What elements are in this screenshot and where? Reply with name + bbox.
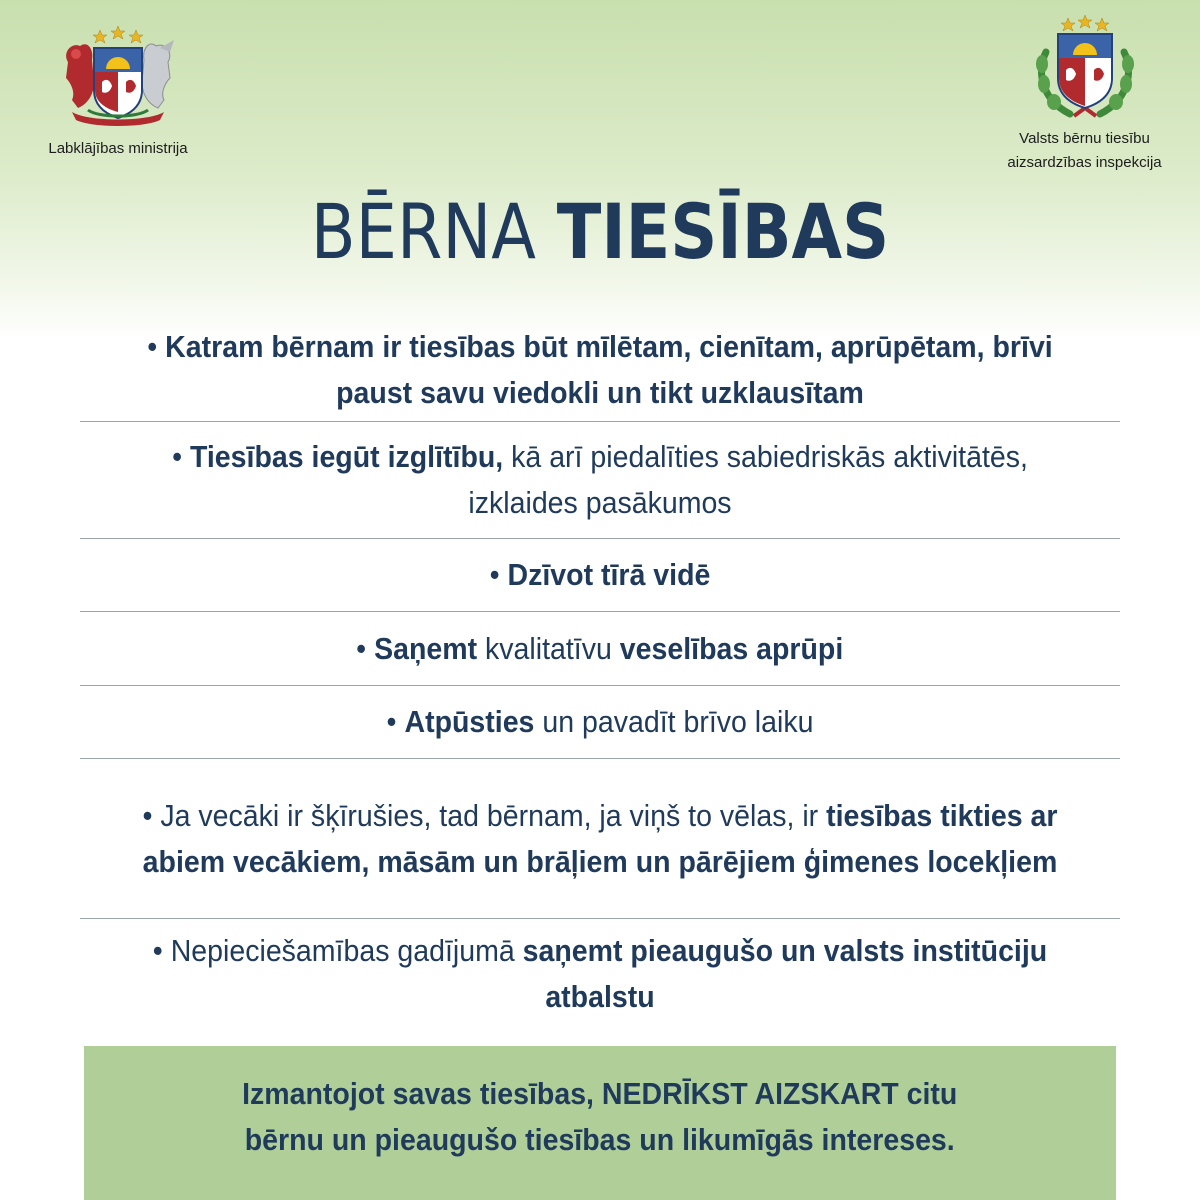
notice-line2: bērnu un pieaugušo tiesības un likumīgās intereses. bbox=[244, 1122, 956, 1157]
right-segment: • bbox=[386, 704, 405, 739]
small-coat-of-arms-icon bbox=[1030, 12, 1140, 124]
inspection-name-line1: Valsts bērnu tiesību bbox=[1019, 130, 1150, 147]
title-light: BĒRNA bbox=[310, 187, 536, 276]
right-segment: Katram bērnam ir tiesības būt mīlētam, cienītam, aprūpētam, brīvi paust savu viedokli un tikt uzklausītam bbox=[165, 328, 1053, 410]
right-segment: • Ja vecāki ir šķīrušies, tad bērnam, ja viņš to vēlas, ir bbox=[142, 797, 827, 833]
inspection-logo bbox=[997, 12, 1172, 172]
right-segment: tiesības tikties ar abiem vecākiem, māsām un brāļiem un pārējiem ģimenes locekļiem bbox=[142, 797, 1058, 879]
right-segment: veselības aprūpi bbox=[620, 630, 844, 666]
right-item-love bbox=[80, 318, 1120, 422]
inspection-name-line2: aizsardzības inspekcija bbox=[1007, 154, 1162, 171]
page-title bbox=[84, 186, 1116, 278]
coat-of-arms-icon bbox=[48, 22, 188, 132]
right-item-support bbox=[80, 919, 1120, 1029]
right-segment: kvalitatīvu bbox=[477, 630, 621, 666]
right-segment: • bbox=[356, 630, 375, 666]
right-segment: Tiesības iegūt izglītību, bbox=[189, 439, 504, 474]
ministry-logo bbox=[28, 22, 208, 158]
right-item-rest bbox=[80, 686, 1120, 759]
right-segment: Atpūsties bbox=[404, 704, 535, 739]
ministry-name: Labklājības ministrija bbox=[48, 140, 188, 157]
notice-box bbox=[84, 1046, 1116, 1200]
right-item-education bbox=[80, 422, 1120, 539]
right-segment: • bbox=[147, 328, 166, 364]
right-segment: Saņemt bbox=[374, 630, 478, 666]
right-segment: saņemt pieaugušo un valsts institūciju atbalstu bbox=[522, 933, 1048, 1014]
right-segment: un pavadīt brīvo laiku bbox=[534, 704, 814, 739]
right-item-healthcare bbox=[80, 612, 1120, 686]
right-segment: • bbox=[172, 439, 190, 474]
right-segment: • bbox=[489, 557, 508, 592]
rights-list bbox=[80, 318, 1120, 1029]
right-segment: • Nepieciešamības gadījumā bbox=[152, 933, 523, 968]
right-segment: kā arī piedalīties sabiedriskās aktivitātēs, izklaides pasākumos bbox=[468, 439, 1028, 520]
right-item-family-contact bbox=[80, 759, 1120, 919]
title-bold: TIESĪBAS bbox=[556, 187, 890, 276]
right-segment: Dzīvot tīrā vidē bbox=[507, 557, 711, 592]
right-item-clean-environment bbox=[80, 539, 1120, 612]
notice-line1: Izmantojot savas tiesības, NEDRĪKST AIZSKART citu bbox=[242, 1076, 958, 1111]
